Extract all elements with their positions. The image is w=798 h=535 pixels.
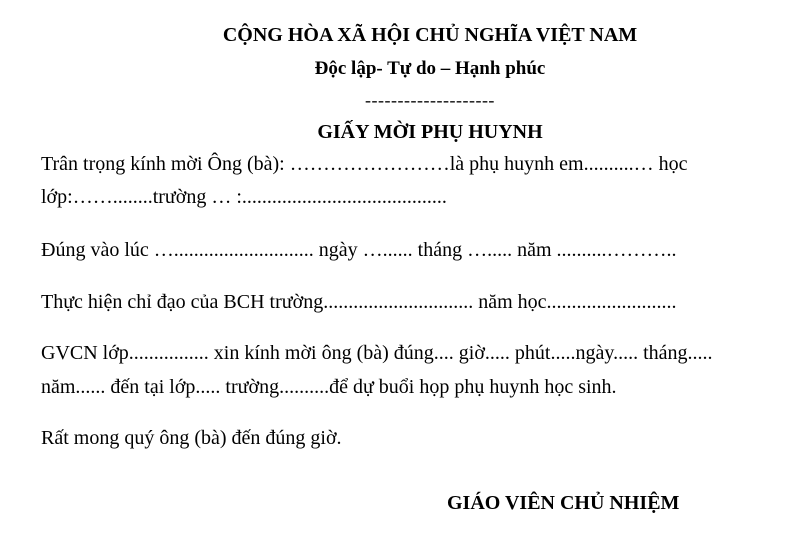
header-divider: -------------------- [365, 90, 495, 110]
invitation-line-5: Rất mong quý ông (bà) đến đúng giờ. [41, 427, 342, 449]
invitation-line-3: Thực hiện chỉ đạo của BCH trường.............................. năm học.......................... [41, 291, 677, 313]
invitation-line-2: Đúng vào lúc …............................ ngày …...... tháng …..... năm ..........……….. [41, 239, 677, 261]
motto-heading: Độc lập- Tự do – Hạnh phúc [314, 58, 546, 79]
signature-title: GIÁO VIÊN CHỦ NHIỆM [447, 492, 680, 514]
country-heading: CỘNG HÒA XÃ HỘI CHỦ NGHĨA VIỆT NAM [222, 24, 638, 46]
invitation-line-4a: GVCN lớp................ xin kính mời ông (bà) đúng.... giờ..... phút.....ngày..... tháng..... [41, 342, 713, 364]
document-title: GIẤY MỜI PHỤ HUYNH [317, 121, 543, 143]
invitation-line-1a: Trân trọng kính mời Ông (bà): ……………………là phụ huynh em..........… học [41, 153, 688, 175]
invitation-line-4b: năm...... đến tại lớp..... trường..........để dự buổi họp phụ huynh học sinh. [41, 376, 617, 398]
invitation-line-1b: lớp:……........trường … :......................................... [41, 186, 447, 208]
